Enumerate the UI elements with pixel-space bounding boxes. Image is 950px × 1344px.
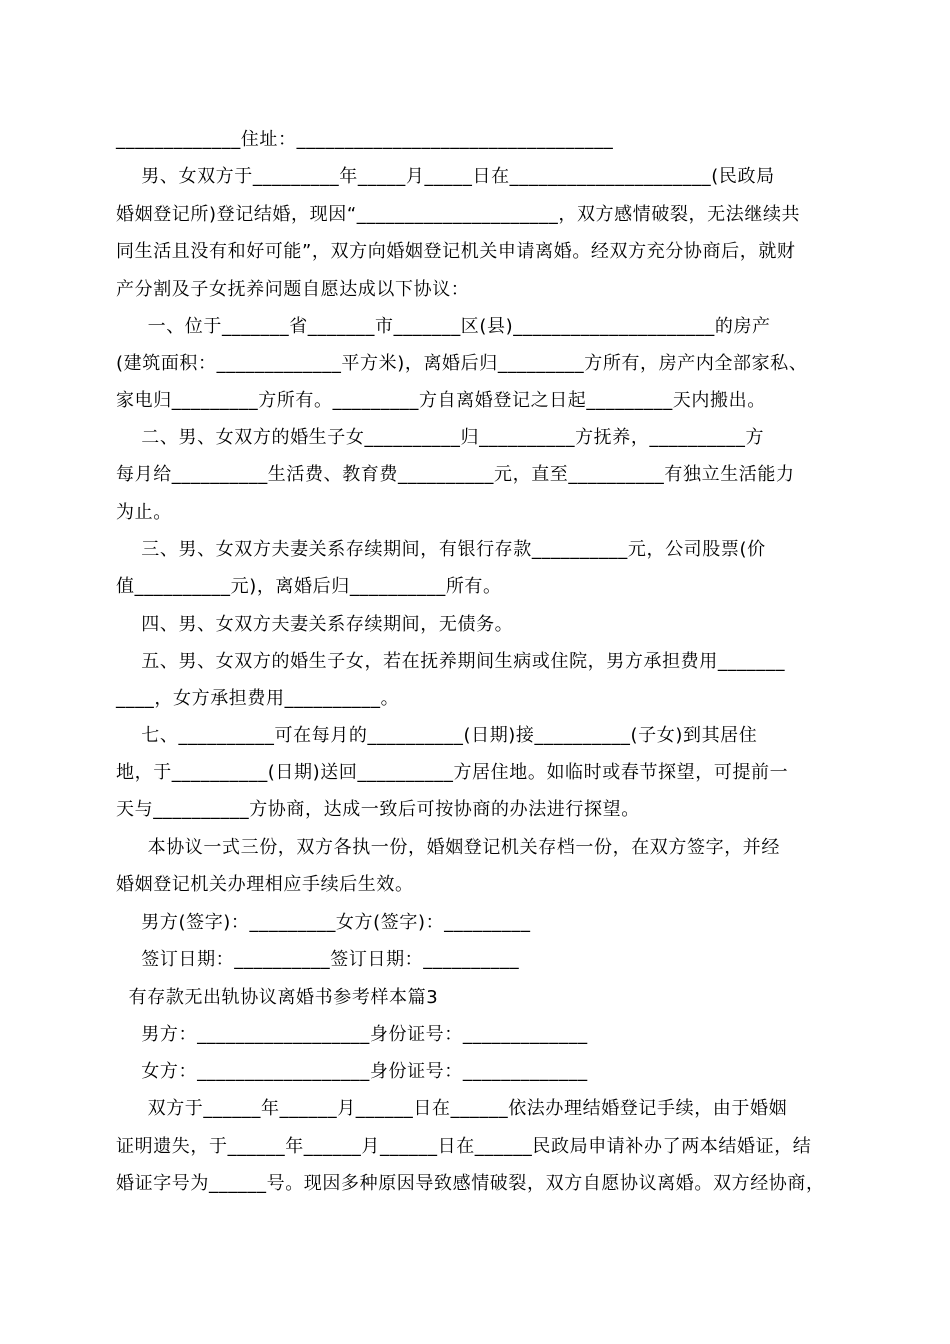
clause-7-line-2: 地，于__________(日期)送回__________方居住地。如临时或春节探望，可提前一 [116, 762, 789, 783]
clause-1-line-1: 一、位于_______省_______市_______区(县)_____________________的房产 [116, 316, 771, 337]
sign-date-line: 签订日期：__________签订日期：__________ [116, 949, 520, 970]
clause-1-line-3: 家电归_________方所有。_________方自离婚登记之日起_________天内搬出。 [116, 390, 766, 411]
line-application: 同生活且没有和好可能”，双方向婚姻登记机关申请离婚。经双方充分协商后，就财 [116, 241, 796, 262]
body-line-1: 双方于______年______月______日在______依法办理结婚登记手续，由于婚姻 [116, 1098, 788, 1119]
clause-7-line-1: 七、__________可在每月的__________(日期)接__________(子女)到其居住 [116, 725, 758, 746]
line-marriage-date: 男、女双方于_________年_____月_____日在_____________________(民政局 [116, 166, 775, 187]
body-line-2: 证明遗失，于______年______月______日在______民政局申请补办了两本结婚证，结 [116, 1136, 812, 1157]
clause-3-line-1: 三、男、女双方夫妻关系存续期间，有银行存款__________元，公司股票(价 [116, 539, 766, 560]
clause-2-line-2: 每月给__________生活费、教育费__________元，直至__________有独立生活能力 [116, 464, 795, 485]
clause-2-line-3: 为止。 [116, 502, 172, 523]
party-female-line: 女方：__________________身份证号：_____________ [116, 1061, 588, 1082]
line-address: _____________住址：_________________________________ [116, 129, 614, 150]
clause-2-line-1: 二、男、女双方的婚生子女__________归__________方抚养，__________方 [116, 427, 765, 448]
party-male-line: 男方：__________________身份证号：_____________ [116, 1024, 588, 1045]
line-agreement-intro: 产分割及子女抚养问题自愿达成以下协议： [116, 279, 470, 300]
clause-4: 四、男、女双方夫妻关系存续期间，无债务。 [116, 614, 514, 635]
signature-line: 男方(签字)：_________女方(签字)：_________ [116, 912, 531, 933]
body-line-3: 婚证字号为______号。现因多种原因导致感情破裂，双方自愿协议离婚。双方经协商， [116, 1173, 825, 1194]
clause-5-line-2: ____，女方承担费用__________。 [116, 688, 400, 709]
copies-line-1: 本协议一式三份，双方各执一份，婚姻登记机关存档一份，在双方签字，并经 [116, 837, 781, 858]
clause-5-line-1: 五、男、女双方的婚生子女，若在抚养期间生病或住院，男方承担费用_______ [116, 651, 786, 672]
clause-7-line-3: 天与__________方协商，达成一致后可按协商的办法进行探望。 [116, 799, 640, 820]
clause-3-line-2: 值__________元)，离婚后归__________所有。 [116, 576, 502, 597]
section-title: 有存款无出轨协议离婚书参考样本篇3 [116, 987, 439, 1008]
line-marriage-office: 婚姻登记所)登记结婚，现因“_____________________，双方感情破裂，无法继续共 [116, 204, 801, 225]
clause-1-line-2: (建筑面积：_____________平方米)，离婚后归_________方所有，房产内全部家私、 [116, 353, 808, 374]
copies-line-2: 婚姻登记机关办理相应手续后生效。 [116, 874, 414, 895]
